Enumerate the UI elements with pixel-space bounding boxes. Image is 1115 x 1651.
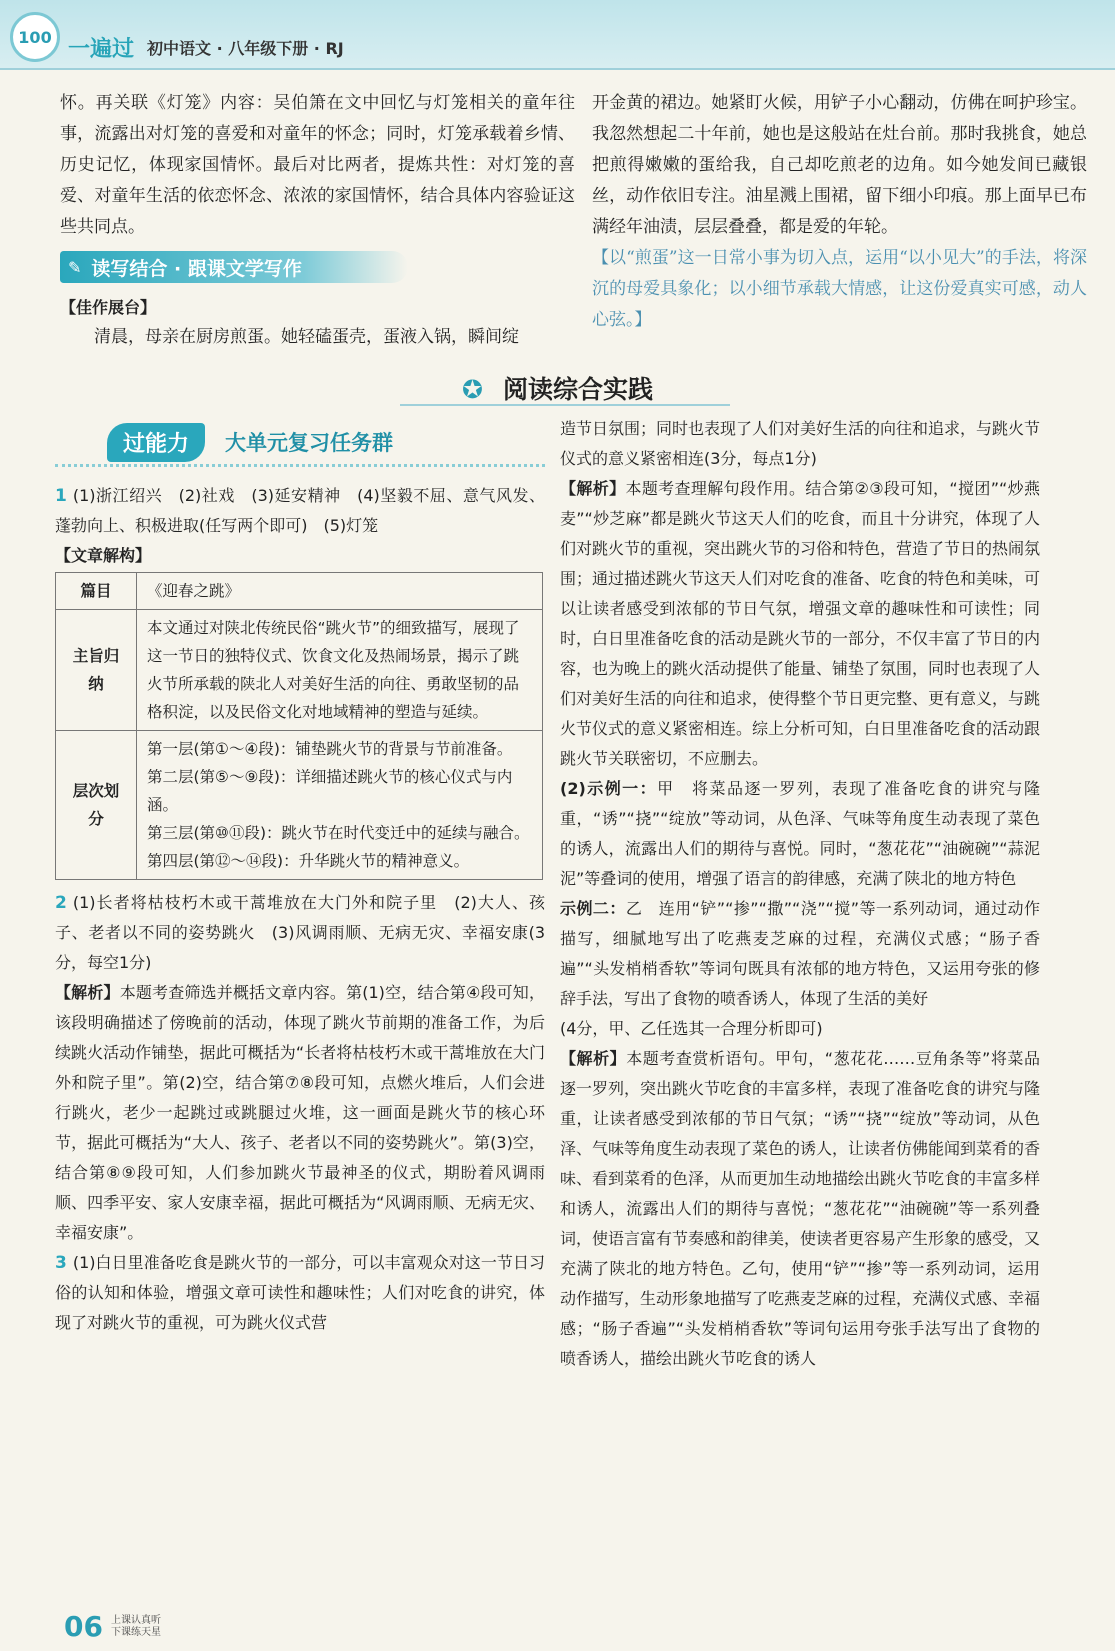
analysis-text: 本题考查筛选并概括文章内容。第(1)空，结合第④段可知，该段明确描述了傍晚前的活动，体现了跳火节前期的准备工作，为后续跳火活动作铺垫，据此可概括为“长者将枯枝朽木或干蒿堆放在大门外和院子里”。第(2)空，结合第⑦⑧段可知，点燃火堆后，人们会进行跳火，老少一起跳过或跳腿过火堆，这一画面是跳火节的核心环节，据此可概括为“大人、孩子、老者以不同的姿势跳火”。第(3)空，结合第⑧⑨段可知，人们参加跳火节最神圣的仪式，期盼着风调雨顺、四季平安、家人安康幸福，据此可概括为“风调雨顺、无病无灾、幸福安康”。 xyxy=(55,983,545,1242)
table-value: 本文通过对陕北传统民俗“跳火节”的细致描写，展现了这一节日的独特仪式、饮食文化及热闹场景，揭示了跳火节所承载的陕北人对美好生活的向往、勇敢坚韧的品格积淀，以及民俗文化对地域精神的塑造与延续。 xyxy=(137,610,543,731)
header-band xyxy=(0,0,1115,70)
analysis-2 xyxy=(55,978,545,1248)
section-title: 读写结合 · 跟课文学写作 xyxy=(91,257,302,280)
essay-comment: 【以“煎蛋”这一日常小事为切入点，运用“以小见大”的手法，将深沉的母爱具象化；以小细节承载大情感，让这份爱真实可感，动人心弦。】 xyxy=(592,248,1087,330)
pen-icon: ✎ xyxy=(68,257,82,277)
essay-start: 清晨，母亲在厨房煎蛋。她轻磕蛋壳，蛋液入锅，瞬间绽 xyxy=(94,327,519,347)
lower-left-column xyxy=(55,420,545,1338)
analysis-3 xyxy=(560,474,1040,774)
star-icon: ✪ xyxy=(462,375,483,404)
table-key: 篇目 xyxy=(56,573,137,610)
main-title-text: 阅读综合实践 xyxy=(502,375,653,404)
question-1 xyxy=(55,481,545,541)
table-row xyxy=(56,731,543,880)
footer-slogan xyxy=(111,1615,161,1639)
example-label: 示例二： xyxy=(560,899,626,918)
footer xyxy=(24,1610,161,1643)
ability-subtitle: 大单元复习任务群 xyxy=(225,431,394,455)
answer-3-continued: 造节日氛围；同时也表现了人们对美好生活的向往和追求，与跳火节仪式的意义紧密相连(3分，每点1分) xyxy=(560,419,1041,468)
analysis-4 xyxy=(560,1044,1040,1374)
brand-name: 一遍过 xyxy=(68,37,135,62)
ability-bar xyxy=(55,420,545,467)
table-row xyxy=(56,610,543,731)
page-number: 06 xyxy=(64,1610,103,1643)
analysis-label: 【解析】 xyxy=(560,1049,627,1068)
question-2 xyxy=(55,888,545,978)
example-text: 甲 将菜品逐一罗列，表现了准备吃食的讲究与隆重，“诱”“挠”“绽放”等动词，从色泽、气味等角度生动表现了菜色的诱人，流露出人们的期待与喜悦。同时，“葱花花”“油碗碗”“蒜泥泥”等叠词的使用，增强了语言的韵律感，充满了陕北的地方特色 xyxy=(560,779,1040,888)
layer-2: 第二层(第⑤～⑨段)：详细描述跳火节的核心仪式与内涵。 xyxy=(147,768,513,814)
table-key: 层次划分 xyxy=(56,731,137,880)
analysis-text: 本题考查理解句段作用。结合第②③段可知，“搅团”“炒燕麦”“炒芝麻”都是跳火节这天人们的吃食，而且十分讲究，体现了人们对跳火节的重视，突出跳火节的习俗和特色，营造了节日的热闹氛围；通过描述跳火节这天人们对吃食的准备、吃食的特色和美味，可以让读者感受到浓郁的节日气氛，增强文章的趣味性和可读性；同时，白日里准备吃食的活动是跳火节的一部分，不仅丰富了节日的内容，也为晚上的跳火活动提供了能量、铺垫了氛围，同时也表现了人们对美好生活的向往和追求，使得整个节日更完整、更有意义，与跳火节仪式的意义紧密相连。综上分析可知，白日里准备吃食的活动跟跳火节关联密切，不应删去。 xyxy=(560,479,1041,768)
layer-1: 第一层(第①～④段)：铺垫跳火节的背景与节前准备。 xyxy=(147,740,513,758)
question-3 xyxy=(55,1248,545,1338)
layer-3: 第三层(第⑩⑪段)：跳火节在时代变迁中的延续与融合。 xyxy=(147,824,530,842)
jiegou-tag: 【文章解构】 xyxy=(55,546,152,565)
slogan-line-1: 上课认真听 xyxy=(110,1614,161,1626)
essay-continued: 开金黄的裙边。她紧盯火候，用铲子小心翻动，仿佛在呵护珍宝。我忽然想起二十年前，她也是这般站在灶台前。那时我挑食，她总把煎得嫩嫩的蛋给我，自己却吃煎老的边角。如今她发间已藏银丝，动作依旧专注。油星溅上围裙，留下细小印痕。那上面早已布满经年油渍，层层叠叠，都是爱的年轮。 xyxy=(592,93,1087,237)
structure-table xyxy=(55,572,543,880)
top-left-paragraph: 怀。再关联《灯笼》内容：吴伯箫在文中回忆与灯笼相关的童年往事，流露出对灯笼的喜爱和对童年的怀念；同时，灯笼承载着乡情、历史记忆，体现家国情怀。最后对比两者，提炼共性：对灯笼的喜爱、对童年生活的依恋怀念、浓浓的家国情怀，结合具体内容验证这些共同点。 xyxy=(60,93,575,237)
example-label: (2)示例一： xyxy=(560,779,658,798)
logo-icon: 100 xyxy=(10,12,60,62)
ability-badge: 过能力 xyxy=(107,423,205,462)
question-number: 1 xyxy=(55,486,67,506)
analysis-label: 【解析】 xyxy=(560,479,626,498)
title-divider xyxy=(400,404,730,406)
slogan-line-2: 下课练天星 xyxy=(110,1626,161,1638)
lower-right-column xyxy=(560,414,1040,1374)
question-number: 3 xyxy=(55,1253,67,1273)
table-value: 《迎春之跳》 xyxy=(137,573,543,610)
analysis-text: 本题考查赏析语句。甲句，“葱花花……豆角条等”将菜品逐一罗列，突出跳火节吃食的丰富多样，表现了准备吃食的讲究与隆重，让读者感受到浓郁的节日气氛；“诱”“挠”“绽放”等动词，从色泽、气味等角度生动表现了菜色的诱人，让读者仿佛能闻到菜肴的香味、看到菜肴的色泽，从而更加生动地描绘出跳火节吃食的丰富多样和诱人，流露出人们的期待与喜悦；“葱花花”“油碗碗”等一系列叠词，使语言富有节奏感和韵律美，使读者更容易产生形象的感受，又充满了陕北的地方特色。乙句，使用“铲”“掺”等一系列动词，运用动作描写，生动形象地描写了吃燕麦芝麻的过程，充满仪式感、幸福感；“肠子香遍”“头发梢梢香软”等词句运用夸张手法写出了食物的喷香诱人，描绘出跳火节吃食的诱人 xyxy=(560,1049,1041,1368)
main-title xyxy=(0,370,1115,406)
answer-text: (1)白日里准备吃食是跳火节的一部分，可以丰富观众对这一节日习俗的认知和体验，增强文章可读性和趣味性；人们对吃食的讲究，体现了对跳火节的重视，可为跳火仪式营 xyxy=(55,1253,545,1332)
table-key: 主旨归纳 xyxy=(56,610,137,731)
example-2 xyxy=(560,894,1040,1014)
top-right-column xyxy=(592,88,1087,336)
layer-4: 第四层(第⑫～⑭段)：升华跳火节的精神意义。 xyxy=(147,852,470,870)
score-note: (4分，甲、乙任选其一合理分析即可) xyxy=(560,1019,823,1038)
section-bar-writing xyxy=(60,251,408,283)
book-title: 初中语文 · 八年级下册 · RJ xyxy=(147,39,344,58)
example-1 xyxy=(560,774,1040,894)
top-left-column xyxy=(60,88,575,353)
example-text: 乙 连用“铲”“掺”“撒”“浇”“搅”等一系列动词，通过动作描写，细腻地写出了吃燕麦芝麻的过程，充满仪式感；“肠子香遍”“头发梢梢香软”等词句既具有浓郁的地方特色，又运用夸张的修辞手法，写出了食物的喷香诱人，体现了生活的美好 xyxy=(560,899,1040,1008)
essay-tag: 【佳作展台】 xyxy=(60,298,157,317)
analysis-label: 【解析】 xyxy=(55,983,120,1002)
answer-text: (1)浙江绍兴 (2)社戏 (3)延安精神 (4)坚毅不屈、意气风发、蓬勃向上、积极进取(任写两个即可) (5)灯笼 xyxy=(55,486,545,535)
question-number: 2 xyxy=(55,893,67,913)
table-value xyxy=(137,731,543,880)
answer-text: (1)长者将枯枝朽木或干蒿堆放在大门外和院子里 (2)大人、孩子、老者以不同的姿势跳火 (3)风调雨顺、无病无灾、幸福安康(3分，每空1分) xyxy=(55,893,545,972)
table-row xyxy=(56,573,543,610)
